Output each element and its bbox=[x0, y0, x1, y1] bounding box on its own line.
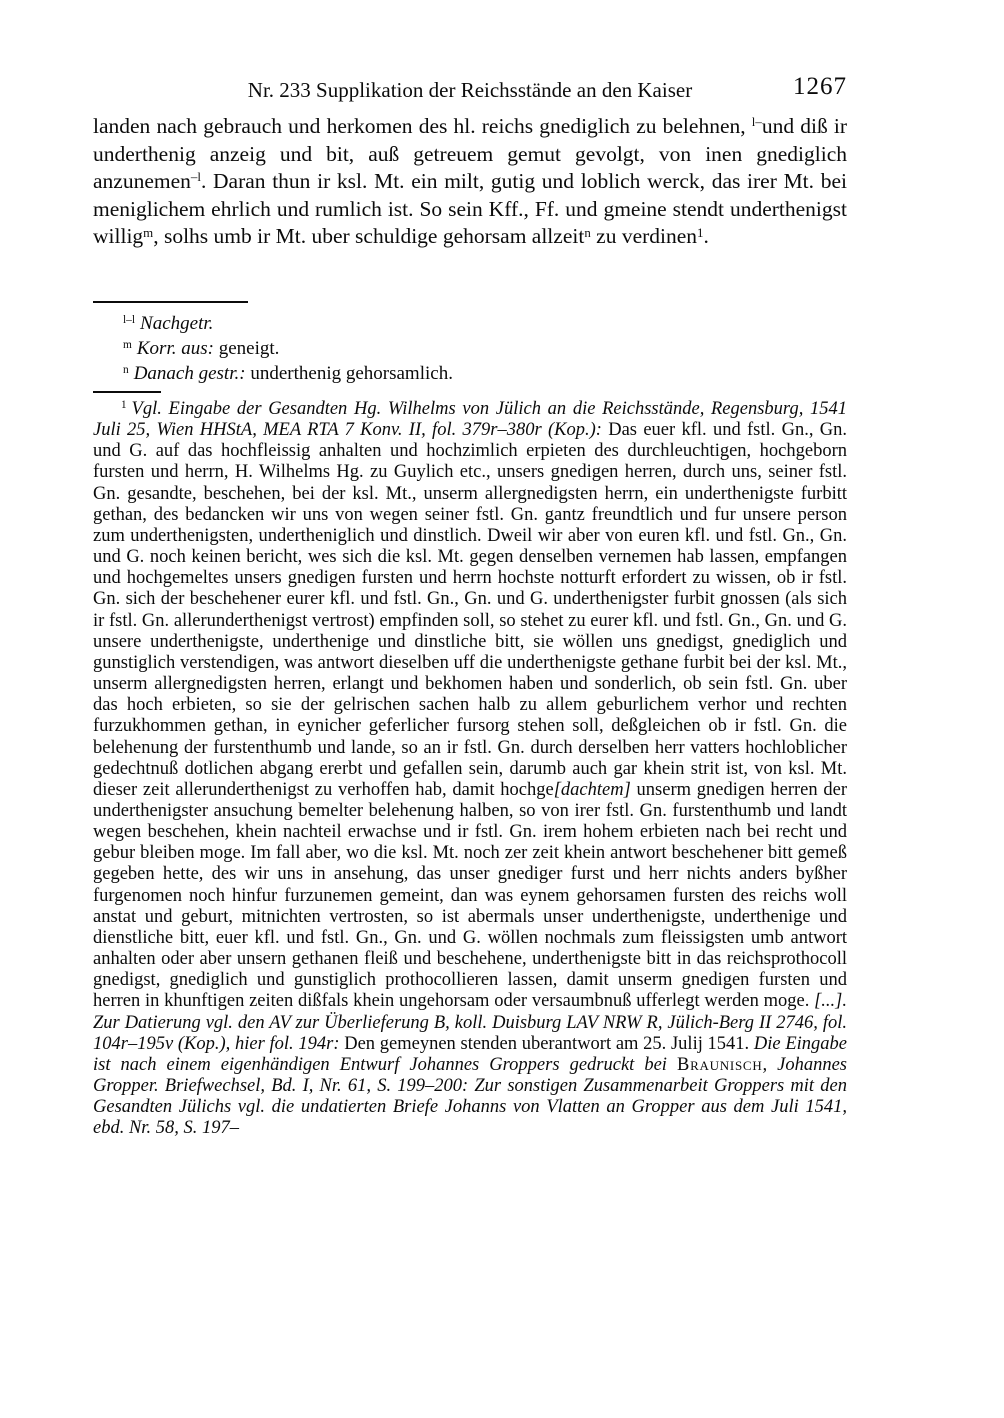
footnote-1 bbox=[93, 399, 847, 1139]
running-title: Nr. 233 Supplikation der Reichsstände an den Kaiser bbox=[247, 78, 693, 102]
text-run: Nachgetr. bbox=[140, 313, 214, 334]
running-header bbox=[93, 73, 847, 102]
apparatus-note-marker: l–l bbox=[123, 314, 136, 327]
apparatus-note-n bbox=[93, 361, 847, 386]
footnote-text bbox=[93, 399, 847, 1138]
text-run: Danach gestr.: bbox=[133, 363, 246, 384]
text-run: Den gemeynen stenden uberantwort am 25. Julij 1541. bbox=[344, 1033, 754, 1054]
apparatus-note-m bbox=[93, 336, 847, 361]
page-number: 1267 bbox=[793, 73, 847, 100]
text-run: und diß ir underthenig anzeig und bit, auß getreuem gemut gevolgt, von inen gnediglich anzunemen bbox=[93, 114, 847, 194]
text-run: Braunisch bbox=[677, 1054, 763, 1075]
text-run: l– bbox=[751, 115, 762, 130]
text-run: n bbox=[584, 225, 591, 240]
apparatus-separator-rule bbox=[93, 301, 248, 303]
text-run: Das euer kfl. und fstl. Gn., Gn. und G. auf das hochfleissig anhalten und hochzimlich erpieten des durchleuchtigen, hochgeborn fursten und herrn, H. Wilhelms Hg. zu Guylich etc., unsers gnedigen herren, durch uns, seiner fstl. Gn. gesandte, beschehen, bei der ksl. Mt., unserm allergnedigsten herrn, ein underthenigste furbitt gethan, des bedancken wir uns von wegen seiner fstl. Gn. gantz freundtlich und fur unsere person zum underthenigsten, undertheniglich und dinstlich. Dweil wir aber von euren kfl. und fstl. Gn., Gn. und G. noch keinen bericht, wes sich die ksl. Mt. gegen denselben vernemen hab lassen, empfangen und hochgemeltes unsers gnedigen fursten und herrn hochste notturft erfordert zu wissen, ob ir fstl. Gn. sich der beschehener eurer kfl. und fstl. Gn., Gn. und G. underthenigster furbit gnossen (als sich ir fstl. Gn. allerunderthenigst vertrost) empfinden soll, so stehet zu eurer kfl. und fstl. Gn., Gn. und G. unsere underthenigste, underthenige und dinstliche bitt, sie wöllen uns gnedigst, gnediglich und gunstiglich verstendigen, was antwort dieselben uff die underthenigste gethane furbit bei der ksl. Mt., unserm allergnedigsten herren, erlangt und bekhomen haben und sonderlich, ob sein fstl. Gn. uber das hoch erbieten, so sie der gelrischen sachen halb zu allem geburlichem verhor und rechten furzukhommen gethan, in eynicher geferlicher fursorg stehen soll, deßgleichen ob ir fstl. Gn. die belehenung der furstenthumb und lande, so an ir fstl. Gn. durch derselben herr vatters hochloblicher gedechtnuß dotlichen abgang ererbt und gefallen sein, darumb auch gar khein strit ist, von ksl. Mt. dieser zeit allerunderthenigst zu verhoffen hab, damit hochge bbox=[93, 420, 847, 800]
text-run: [...]. Zur Datierung vgl. den AV zur Überlieferung B, koll. Duisburg LAV NRW R, Jülich-Berg II 2746, fol. 104r–195v (Kop.), hier fol. 194r: bbox=[93, 991, 847, 1054]
footnote-marker: 1 bbox=[121, 399, 127, 412]
apparatus-note-l bbox=[93, 311, 847, 336]
text-run: geneigt. bbox=[213, 338, 280, 359]
apparatus-note-marker: n bbox=[123, 364, 129, 377]
text-run: . Daran thun ir ksl. Mt. ein milt, gutig und loblich werck, das irer Mt. bei meniglichem ehrlich und rumlich ist. So sein Kff., Ff. und gmeine stendt underthenigst willig bbox=[93, 169, 847, 249]
text-run: . bbox=[703, 224, 709, 249]
text-run: m bbox=[143, 225, 154, 240]
apparatus-note-text bbox=[140, 313, 213, 334]
text-run: Vgl. Eingabe der Gesandten Hg. Wilhelms von Jülich an die Reichsstände, Regensburg, 1541 Juli 25, Wien HHStA, MEA RTA 7 Konv. II, fol. 379r–380r (Kop.): bbox=[93, 399, 847, 441]
apparatus-note-text bbox=[134, 363, 453, 384]
text-run: –l bbox=[190, 170, 201, 185]
footnote-separator-rule bbox=[93, 391, 161, 393]
critical-apparatus bbox=[93, 311, 847, 386]
main-transcription-paragraph bbox=[93, 113, 847, 251]
text-run: unserm gnedigen herren der underthenigster ansuchung bemelter belehenung halben, so von irer fstl. Gn. furstenthumb und landt wegen beschehen, khein nachteil erwachse und ir fstl. Gn. irem hohem erbieten nach bei recht und gebur bleiben moge. Im fall aber, wo die ksl. Mt. noch zer zeit khein antwort beschehener bitt gemeß gegeben hette, des wir uns in ansehung, das unser gnediger furst und herr nichts anders byßher furgenomen noch hinfur furzunemen gemeint, dan was eynem gehorsamen fursten des reichs woll anstat und geburt, mitnichten vertrosten, so ist abermals unser underthenigste, underthenige und dienstliche bitt, euer kfl. und fstl. Gn., Gn. und G. wöllen nochmals zum fleissigsten umb antwort anhalten oder aber unsern gethanen fleiß und beschehene, underthenigste bitt in das reichsprothocoll gnedigst, gnediglich und gunstiglich prothocollieren lassen, damit unserm gnedigen fursten und herren in khunftigen zeiten dißfals khein ungehorsam oder versaumbnuß ufferlegt werden moge. bbox=[93, 779, 847, 1012]
text-run: landen nach gebrauch und herkomen des hl. reichs gnediglich zu belehnen, bbox=[93, 114, 752, 138]
text-run: [dachtem] bbox=[553, 779, 631, 800]
text-run: underthenig gehorsamlich. bbox=[245, 363, 453, 384]
apparatus-note-marker: m bbox=[123, 339, 132, 352]
apparatus-note-text bbox=[137, 338, 280, 359]
text-run: zu verdinen bbox=[590, 224, 698, 249]
text-run: , Johannes Gropper. Briefwechsel, Bd. I, Nr. 61, S. 199–200: Zur sonstigen Zusammenarbeit Groppers mit den Gesandten Jülichs vgl. die undatierten Briefe Johanns von Vlatten an Gropper aus dem Juli 1541, ebd. Nr. 58, S. 197– bbox=[93, 1054, 847, 1139]
text-run: , solhs umb ir Mt. uber schuldige gehorsam allzeit bbox=[153, 224, 585, 249]
text-run: 1 bbox=[697, 225, 704, 240]
text-run: Korr. aus: bbox=[136, 338, 214, 359]
text-run: Die Eingabe ist nach einem eigenhändigen Entwurf Johannes Groppers gedruckt bei bbox=[93, 1033, 847, 1075]
